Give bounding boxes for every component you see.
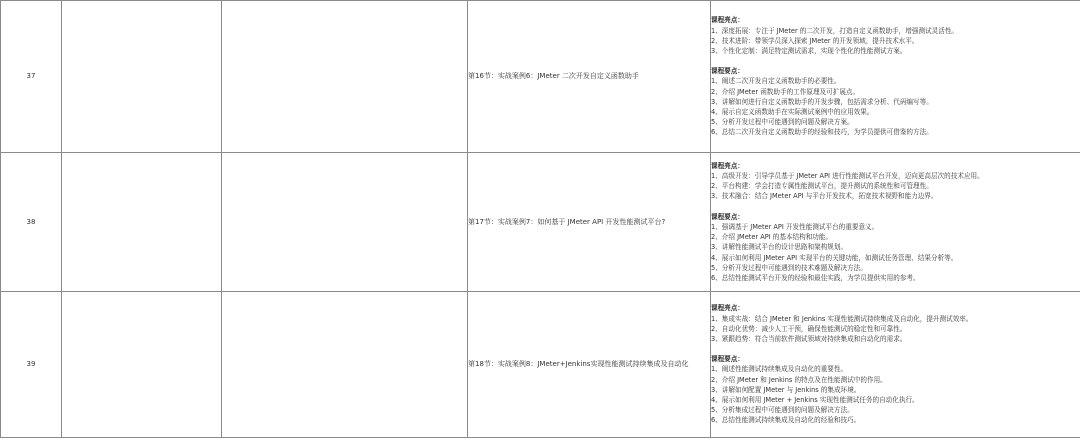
- point-item: 3、讲解如何配置 JMeter 与 Jenkins 的集成环境。: [711, 385, 861, 394]
- empty-cell: [222, 153, 468, 292]
- highlight-item: 3、个性化定制：满足特定测试需求，实现个性化的性能测试方案。: [711, 46, 907, 55]
- point-item: 1、阐述性能测试持续集成及自动化的重要性。: [711, 365, 848, 374]
- point-item: 4、展示如何利用 JMeter API 实现平台的关键功能，如测试任务管理、结果分析等。: [711, 253, 958, 262]
- highlight-item: 1、集成实战：结合 JMeter 和 Jenkins 实现性能测试持续集成及自动化，提升测试效率。: [711, 314, 973, 323]
- highlight-item: 2、技术进阶：带领学员深入探索 JMeter 的开发领域，提升技术水平。: [711, 36, 919, 45]
- point-item: 6、总结性能测试持续集成及自动化的经验和技巧。: [711, 416, 861, 425]
- table-row: [1, 153, 1080, 292]
- point-item: 4、展示如何利用 JMeter + Jenkins 实现性能测试任务的自动化执行。: [711, 396, 919, 404]
- highlight-item: 2、平台构建：学会打造专属性能测试平台，提升测试的系统性和可管理性。: [711, 182, 933, 191]
- lesson-detail: [711, 292, 1080, 438]
- row-number: 38: [1, 153, 62, 292]
- point-item: 3、讲解如何进行自定义函数助手的开发步骤，包括需求分析、代码编写等。: [711, 97, 933, 106]
- point-item: 2、介绍 JMeter 函数助手的工作原理及可扩展点。: [711, 87, 860, 96]
- highlight-item: 1、深度拓展：专注于 JMeter 的二次开发，打造自定义函数助手，增强测试灵活性。: [711, 26, 959, 35]
- points-heading: 课程要点：: [711, 355, 744, 364]
- points-heading: 课程要点：: [711, 67, 744, 76]
- lesson-title: 第18节：实战案例8：JMeter+Jenkins实现性能测试持续集成及自动化: [468, 292, 711, 438]
- point-item: 2、介绍 JMeter 和 Jenkins 的特点及在性能测试中的作用。: [711, 375, 887, 384]
- empty-cell: [62, 292, 222, 438]
- point-item: 5、分析开发过程中可能遇到的技术难题及解决方法。: [711, 263, 867, 272]
- table-row: [1, 292, 1080, 438]
- lesson-detail: [711, 1, 1080, 153]
- lesson-detail: [711, 153, 1080, 292]
- empty-cell: [62, 1, 222, 153]
- table-row: [1, 1, 1080, 153]
- lesson-title: 第17节：实战案例7：如何基于 JMeter API 开发性能测试平台?: [468, 153, 711, 292]
- point-item: 6、总结二次开发自定义函数助手的经验和技巧，为学员提供可借鉴的方法。: [711, 128, 933, 137]
- empty-cell: [222, 1, 468, 153]
- empty-cell: [222, 292, 468, 438]
- highlights-heading: 课程亮点：: [711, 161, 744, 170]
- point-item: 1、强调基于 JMeter API 开发性能测试平台的重要意义。: [711, 222, 879, 231]
- point-item: 2、介绍 JMeter API 的基本结构和功能。: [711, 233, 833, 242]
- point-item: 1、阐述二次开发自定义函数助手的必要性。: [711, 77, 841, 86]
- point-item: 5、分析开发过程中可能遇到的问题及解决方案。: [711, 118, 854, 127]
- highlight-item: 3、技术融合：结合 JMeter API 与平台开发技术，拓宽技术视野和能力边界。: [711, 192, 938, 201]
- point-item: 4、展示自定义函数助手在实际测试案例中的应用效果。: [711, 108, 874, 116]
- points-heading: 课程要点：: [711, 212, 744, 221]
- empty-cell: [62, 153, 222, 292]
- row-number: 39: [1, 292, 62, 438]
- lesson-title: 第16节：实战案例6：JMeter 二次开发自定义函数助手: [468, 1, 711, 153]
- point-item: 5、分析集成过程中可能遇到的问题及解决方法。: [711, 406, 854, 415]
- point-item: 6、总结性能测试平台开发的经验和最佳实践，为学员提供实用的参考。: [711, 273, 920, 282]
- highlight-item: 3、紧跟趋势：符合当前软件测试领域对持续集成和自动化的需求。: [711, 334, 907, 343]
- highlight-item: 2、自动化优势：减少人工干预，确保性能测试的稳定性和可靠性。: [711, 324, 907, 333]
- point-item: 3、讲解性能测试平台的设计思路和架构规划。: [711, 243, 848, 252]
- highlights-heading: 课程亮点：: [711, 304, 744, 313]
- highlight-item: 1、高级开发：引导学员基于 JMeter API 进行性能测试平台开发，迈向更高层次的技术应用。: [711, 172, 984, 181]
- highlights-heading: 课程亮点：: [711, 16, 744, 25]
- row-number: 37: [1, 1, 62, 153]
